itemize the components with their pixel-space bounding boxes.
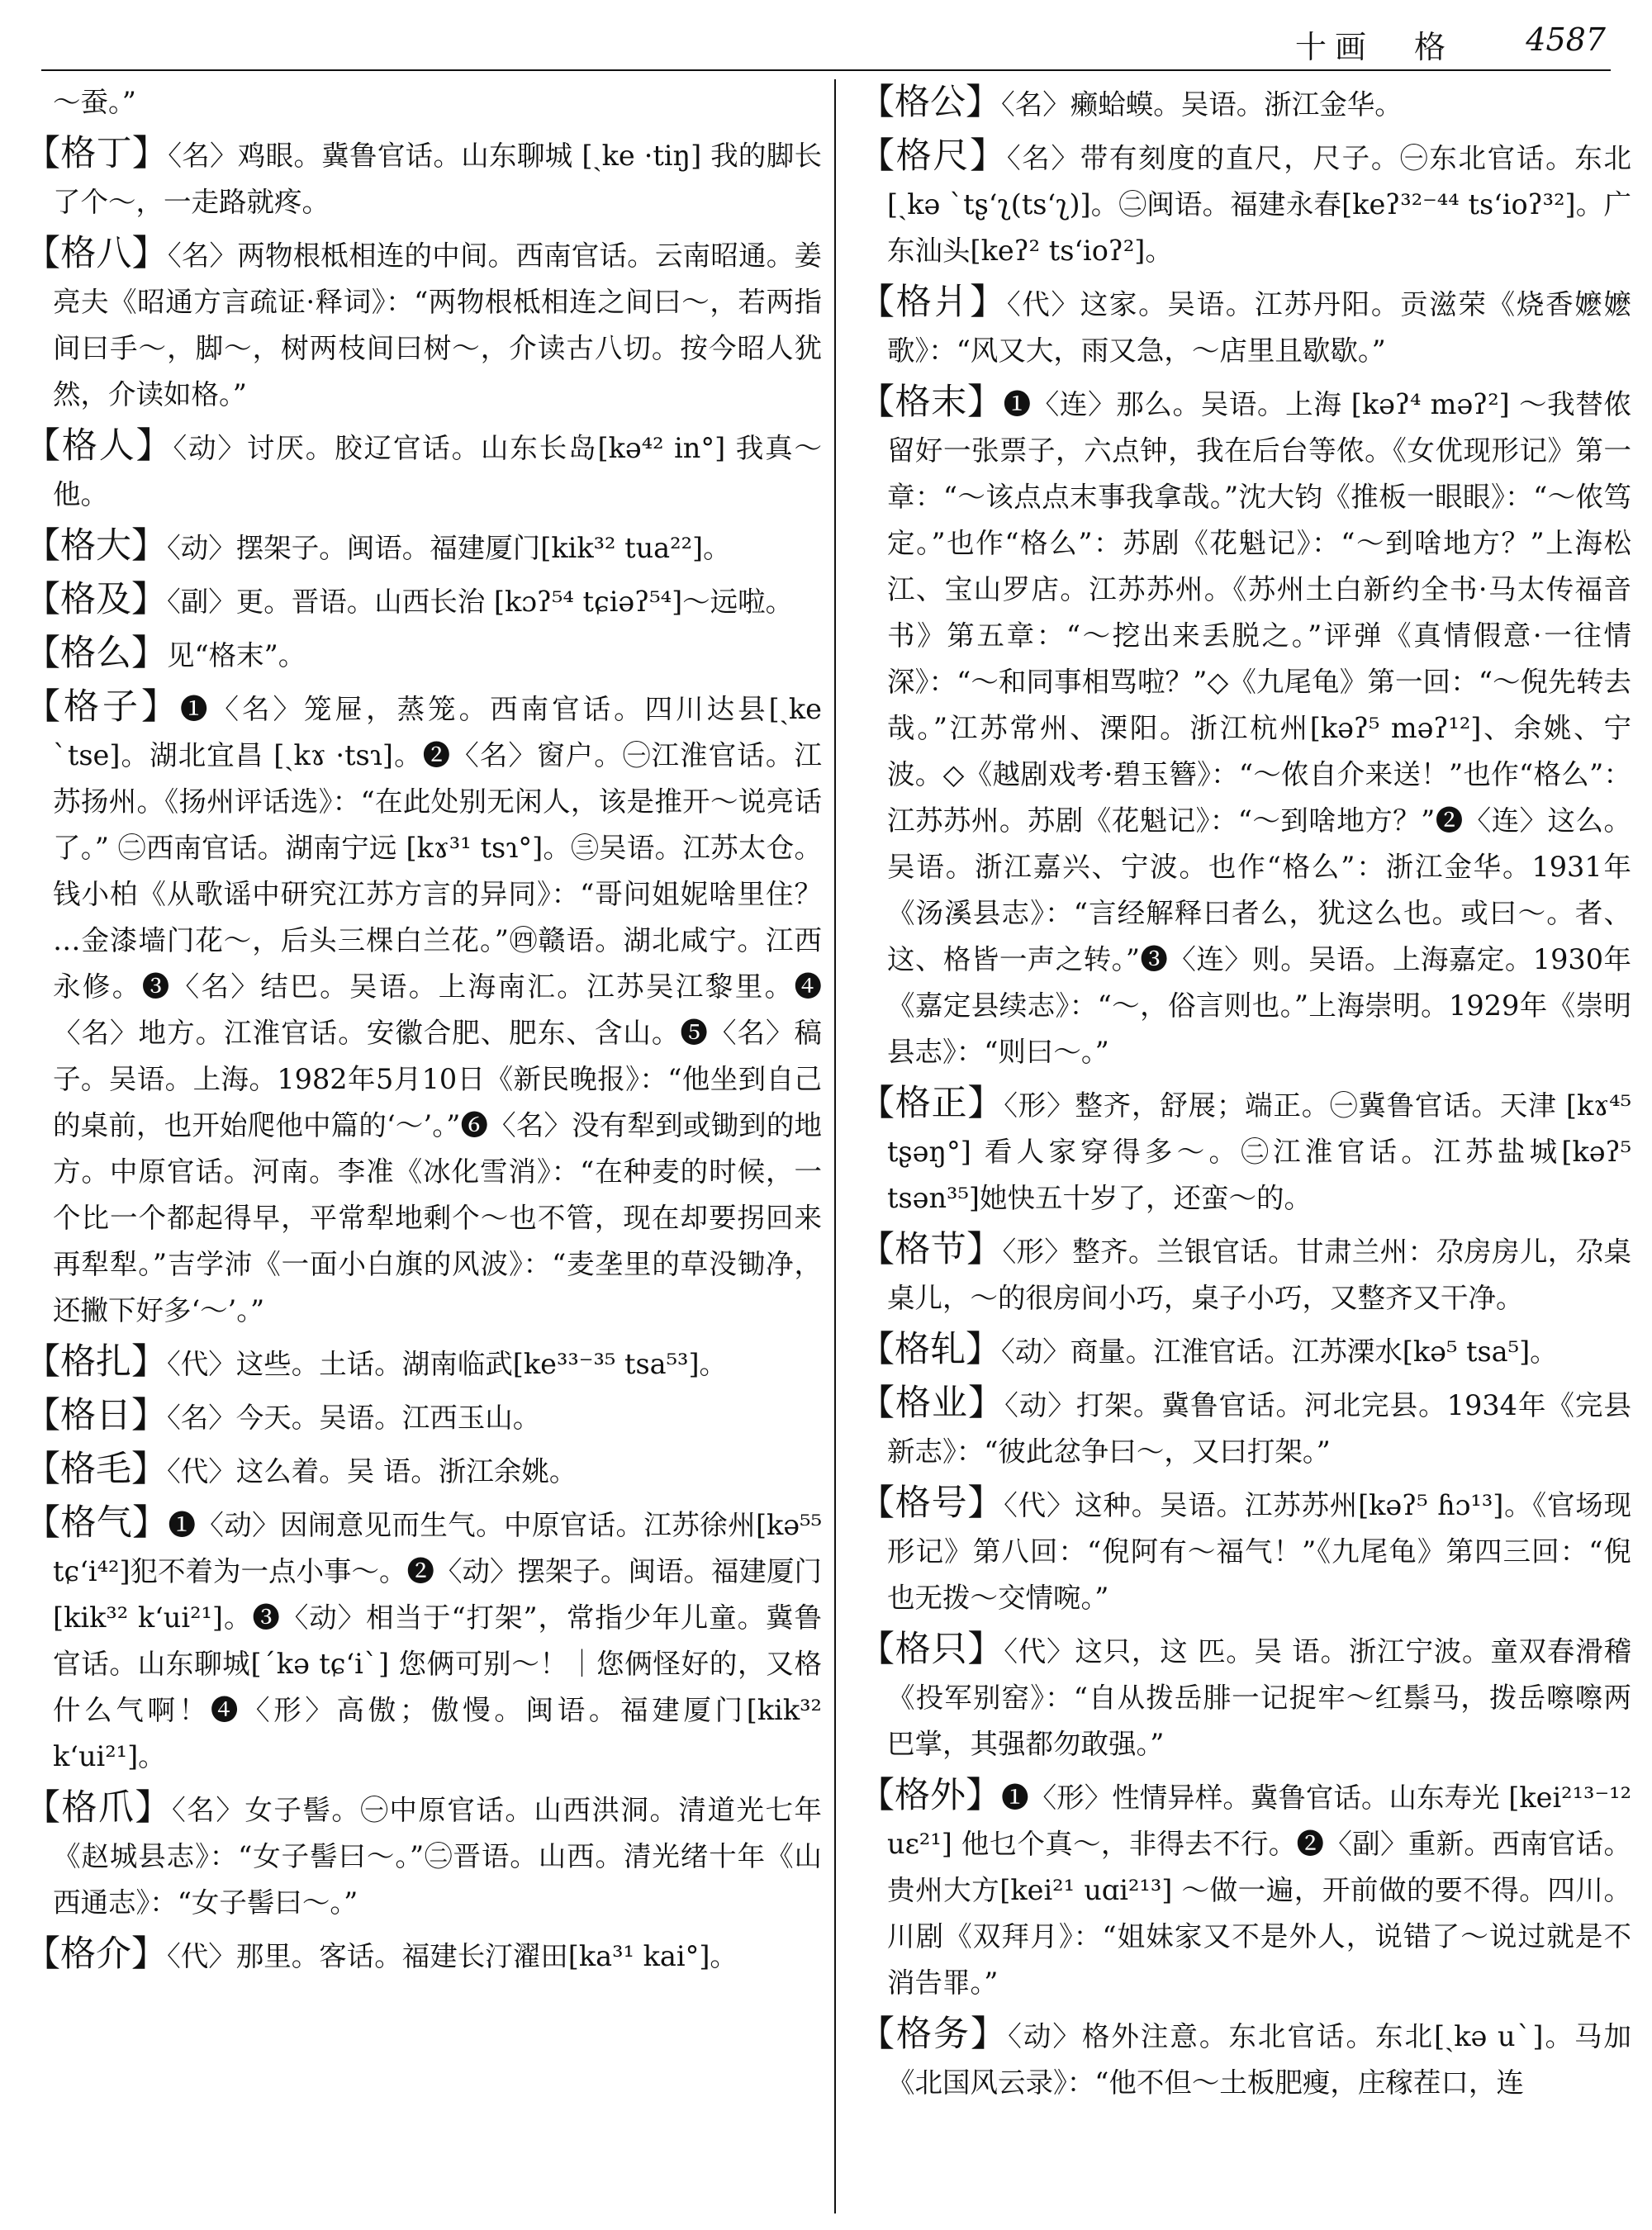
entry-text: 〈形〉整齐，舒展；端正。㊀冀鲁官话。天津 [kɤ⁴⁵ tʂəŋ°] 看人家穿得多～。㊁江淮官话。江苏盐城[kəʔ⁵ tsən³⁵]她快五十岁了，还蛮～的。 [887,1089,1631,1214]
dictionary-entry [25,1446,822,1495]
entry-text: 〈动〉商量。江淮官话。江苏溧水[kə⁵ tsa⁵]。 [1001,1336,1558,1368]
entry-headword: 【格公】 [859,82,1001,123]
dictionary-entry [25,1339,822,1388]
dictionary-entry [859,1226,1631,1321]
left-column [25,79,822,2213]
column-divider [834,79,836,2213]
header-rule [41,69,1611,71]
entry-text: 〈名〉鸡眼。冀鲁官话。山东聊城 [ˏke ·tiŋ] 我的脚长了个～，一走路就疼。 [53,140,822,218]
entry-text: 〈动〉打架。冀鲁官话。河北完县。1934年《完县新志》：“彼此忿争曰～，又曰打架。” [887,1389,1631,1468]
entry-headword: 【格轧】 [859,1329,1001,1370]
dictionary-entry [25,576,822,625]
dictionary-entry [25,230,822,418]
entry-text: 〈名〉两物根柢相连的中间。西南官话。云南昭通。姜亮夫《昭通方言疏证·释词》：“两物根柢相连之间曰～，若两指间曰手～，脚～，树两枝间曰树～，介读古八切。按今昭人犹然，介读如格。” [53,240,822,410]
dictionary-entry [859,1626,1631,1767]
dictionary-entry [25,684,822,1334]
entry-headword: 【格正】 [859,1083,1004,1124]
entry-headword: 【格及】 [25,579,167,620]
entry-text: 〈代〉这种。吴语。江苏苏州[kəʔ⁵ ɦɔ¹³]。《官场现形记》第八回：“倪阿有～福气！”《九尾龟》第四三回：“倪也无拨～交情啘。” [887,1489,1631,1614]
dictionary-entry [859,79,1631,128]
entry-headword: 【格末】 [859,382,1004,423]
entry-headword: 【格么】 [25,633,167,674]
entry-text: 见“格末”。 [167,639,306,671]
entry-text: 〈代〉这么着。吴 语。浙江余姚。 [167,1455,577,1487]
dictionary-entry [859,279,1631,374]
entry-text: 〈动〉格外注意。东北官话。东北[ˏkə uˋ]。马加《北国风云录》：“他不但～土板肥瘦，庄稼茬口，连 [887,2020,1631,2099]
entry-headword: 【格日】 [25,1395,167,1436]
entry-text: 〈代〉这家。吴语。江苏丹阳。贡滋荣《烧香嬷嬷歌》：“风又大，雨又急，～店里且歇歇。” [887,288,1631,367]
right-column [859,79,1631,2213]
section-title: 十画 格 [1294,29,1454,65]
entry-headword: 【格外】 [859,1775,1002,1816]
entry-headword: 【格人】 [25,425,173,467]
dictionary-entry [859,1326,1631,1375]
dictionary-entry [25,423,822,518]
dictionary-entry [25,1393,822,1441]
dictionary-entry [859,1480,1631,1621]
page-header [41,15,1611,69]
entry-text: 〈代〉那里。客话。福建长汀濯田[ka³¹ kai°]。 [167,1940,738,1972]
entry-text: 〈名〉带有刻度的直尺，尺子。㊀东北官话。东北[ˏkə ˋtʂʻʅ(tsʻʅ)]。㊁闽语。福建永春[keʔ³²⁻⁴⁴ tsʻioʔ³²]。广东汕头[keʔ² tsʻioʔ²]。 [887,142,1631,267]
entry-text: 〈代〉这只，这 匹。吴 语。浙江宁波。童双春滑稽《投军别窑》：“自从拨岳腓一记捉牢～红鬃马，拨岳嚓嚓两巴掌，其强都勿敢强。” [887,1635,1631,1760]
entry-headword: 【格业】 [859,1383,1005,1424]
entry-text: 〈名〉癞蛤蟆。吴语。浙江金华。 [1001,88,1403,121]
entry-headword: 【格八】 [25,233,168,274]
entry-text: 〈副〉更。晋语。山西长治 [kɔʔ⁵⁴ tɕiəʔ⁵⁴]～远啦。 [167,586,794,618]
dictionary-entry [859,133,1631,274]
entry-text: ❶〈动〉因闹意见而生气。中原官话。江苏徐州[kə⁵⁵ tɕʻi⁴²]犯不着为一点小事～。❷〈动〉摆架子。闽语。福建厦门 [kik³² kʻui²¹]。❸〈动〉相当于“打架”，常指少年儿童。冀鲁官话。山东聊城[ˊkə tɕʻiˋ] 您俩可别～！｜您俩怪好的，又格什么气啊！❹〈形〉高傲；傲慢。闽语。福建厦门[kik³² kʻui²¹]。 [53,1509,822,1772]
entry-headword: 【格扎】 [25,1341,167,1383]
entry-headword: 【格毛】 [25,1449,167,1490]
entry-headword: 【格尺】 [859,135,1007,177]
entry-headword: 【格子】 [25,686,181,728]
entry-text: ❶〈形〉性情异样。冀鲁官话。山东寿光 [kei²¹³⁻¹² uɛ²¹] 他乜个真～，非得去不行。❷〈副〉重新。西南官话。贵州大方[kei²¹ uɑi²¹³] ～做一遍，开前做的要不得。四川。川剧《双拜月》：“姐妹家又不是外人，说错了～说过就是不消告罪。” [887,1782,1631,1999]
dictionary-entry [25,79,822,126]
entry-headword: 【格号】 [859,1483,1004,1524]
dictionary-entry [859,2011,1631,2106]
dictionary-entry [25,1500,822,1780]
entry-headword: 【格爿】 [859,282,1007,323]
entry-headword: 【格大】 [25,525,167,567]
dictionary-entry [25,1785,822,1926]
dictionary-entry [859,1772,1631,2006]
dictionary-entry [25,130,822,225]
entry-headword: 【格介】 [25,1933,167,1975]
entry-headword: 【格爪】 [25,1787,173,1829]
dictionary-entry [859,379,1631,1075]
entry-headword: 【格只】 [859,1629,1004,1670]
dictionary-entry [25,523,822,572]
entry-text: 〈动〉讨厌。胶辽官话。山东长岛[kə⁴² in°] 我真～他。 [53,432,822,510]
entry-headword: 【格气】 [25,1502,169,1544]
entry-text: 〈代〉这些。土话。湖南临武[ke³³⁻³⁵ tsa⁵³]。 [167,1348,728,1380]
page-number: 4587 [1526,21,1606,58]
entry-text: ❶〈名〉笼屉，蒸笼。西南官话。四川达县[ˏke ˋtse]。湖北宜昌 [ˏkɤ ·tsɿ]。❷〈名〉窗户。㊀江淮官话。江苏扬州。《扬州评话选》：“在此处别无闲人，该是推开～说亮话了。” ㊁西南官话。湖南宁远 [kɤ³¹ tsɿ°]。㊂吴语。江苏太仓。钱小柏《从歌谣中研究江苏方言的异同》：“哥问姐妮啥里住？ …金漆墙门花～，后头三棵白兰花。”㊃赣语。湖北咸宁。江西永修。❸〈名〉结巴。吴语。上海南汇。江苏吴江黎里。❹〈名〉地方。江淮官话。安徽合肥、肥东、含山。❺〈名〉稿子。吴语。上海。1982年5月10日《新民晚报》：“他坐到自己的桌前，也开始爬他中篇的‘～’。”❻〈名〉没有犁到或锄到的地方。中原官话。河南。李准《冰化雪消》：“在种麦的时候，一个比一个都起得早，平常犁地剩个～也不管，现在却要拐回来再犁犁。”吉学沛《一面小白旗的风波》：“麦垄里的草没锄净，还撇下好多‘～’。” [53,693,822,1326]
dictionary-entry [25,1931,822,1980]
dictionary-entry [859,1080,1631,1222]
entry-headword: 【格节】 [859,1229,1003,1270]
dictionary-entry [859,1380,1631,1475]
entry-text: 〈名〉今天。吴语。江西玉山。 [167,1402,541,1434]
entry-text: ❶〈连〉那么。吴语。上海 [kəʔ⁴ məʔ²] ～我替侬留好一张票子，六点钟，我在后台等侬。《女优现形记》第一章：“～该点点末事我拿哉。”沈大钧《推板一眼眼》：“～侬笃定。”也作“格么”：苏剧《花魁记》：“～到啥地方？”上海松江、宝山罗店。江苏苏州。《苏州土白新约全书·马太传福音书》第五章：“～挖出来丢脱之。”评弹《真情假意·一往情深》：“～和同事相骂啦？”◇《九尾龟》第一回：“～倪先转去哉。”江苏常州、溧阳。浙江杭州[kəʔ⁵ məʔ¹²]、余姚、宁波。◇《越剧戏考·碧玉簪》：“～侬自介来送！”也作“格么”：江苏苏州。苏剧《花魁记》：“～到啥地方？”❷〈连〉这么。吴语。浙江嘉兴、宁波。也作“格么”：浙江金华。1931年《汤溪县志》：“言经解释曰者么，犹这么也。或曰～。者、这、格皆一声之转。”❸〈连〉则。吴语。上海嘉定。1930年《嘉定县续志》：“～，俗言则也。”上海崇明。1929年《崇明县志》：“则曰～。” [887,388,1631,1068]
entry-headword: 【格务】 [859,2014,1009,2055]
entry-text: 〈名〉女子髻。㊀中原官话。山西洪洞。清道光七年《赵城县志》：“女子髻曰～。”㊁晋语。山西。清光绪十年《山西通志》：“女子髻曰～。” [53,1794,822,1919]
entry-text: 〈形〉整齐。兰银官话。甘肃兰州：尕房房儿，尕桌桌儿，～的很房间小巧，桌子小巧，又整齐又干净。 [887,1236,1631,1314]
entry-text: 〈动〉摆架子。闽语。福建厦门[kik³² tua²²]。 [167,532,731,564]
entry-headword: 【格丁】 [25,133,169,174]
entry-text: ～蚕。” [53,86,136,118]
dictionary-entry [25,630,822,679]
